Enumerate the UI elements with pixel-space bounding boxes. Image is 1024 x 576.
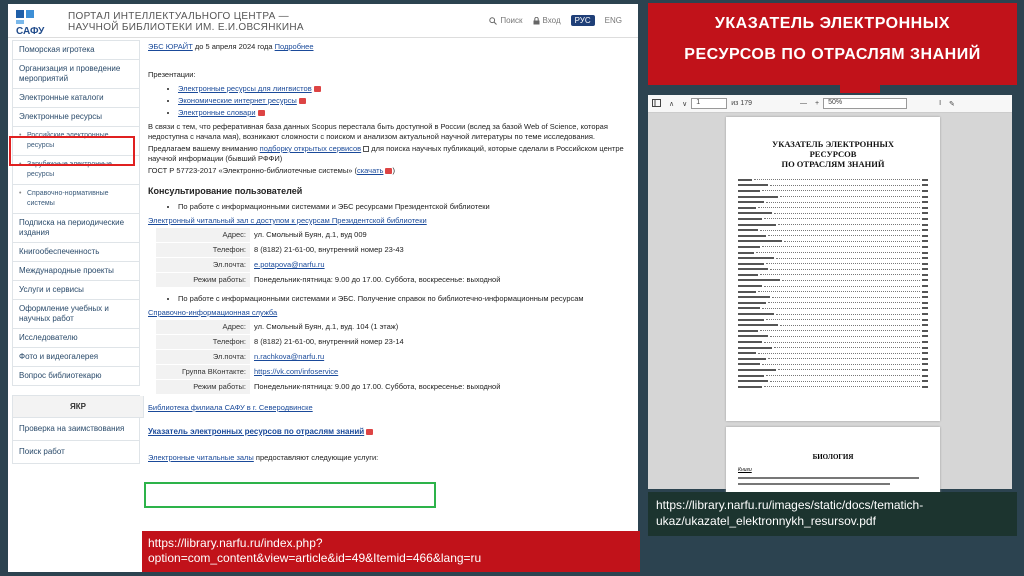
main-content bbox=[148, 40, 636, 463]
slide-title-line2: РЕСУРСОВ ПО ОТРАСЛЯМ ЗНАНИЙ bbox=[684, 46, 981, 63]
gost-line: ГОСТ Р 57723-2017 «Электронно-библиотечные системы» (скачать ) bbox=[148, 166, 395, 175]
top-line bbox=[148, 42, 636, 52]
sidebar-item[interactable]: Фото и видеогалерея bbox=[12, 348, 140, 367]
login-button[interactable] bbox=[533, 16, 561, 25]
logo-text: САФУ bbox=[16, 26, 45, 36]
pdf-icon bbox=[385, 168, 392, 174]
presentations-label: Презентации: bbox=[148, 70, 196, 79]
zoom-in-button[interactable]: + bbox=[815, 100, 820, 107]
contact-key: Телефон: bbox=[156, 243, 250, 258]
presentations-list bbox=[178, 84, 636, 118]
scopus-notice: В связи с тем, что реферативная база данных Scopus перестала быть доступной в России (вслед за базой Web of Science, которая недоступна с начала мая), возникают сложности с поиском и анализом актуальной научной литературы по теме исследования. bbox=[148, 122, 608, 141]
banner-accent bbox=[840, 85, 880, 93]
sidebar-item[interactable]: Подписка на периодические издания bbox=[12, 214, 140, 243]
consult-bullet-2: • По работе с информационными системами и ЭБС. Получение справок по библиотечно-информационным ресурсам bbox=[178, 294, 636, 304]
sidebar-item[interactable]: Поиск работ bbox=[12, 441, 140, 464]
zoom-select[interactable]: 50% bbox=[823, 98, 907, 109]
highlight-electronic-resources bbox=[9, 136, 135, 166]
pdf-toolbar bbox=[648, 95, 1012, 113]
branch-library-link[interactable]: Библиотека филиала САФУ в г. Северодвинске bbox=[148, 403, 313, 412]
pdf-page2-sub: Книги bbox=[738, 467, 752, 473]
website-screenshot bbox=[8, 4, 638, 572]
reading-hall-link[interactable]: Электронный читальный зал с доступом к ресурсам Президентской библиотеки bbox=[148, 216, 427, 225]
top-line-text: до 5 апреля 2024 года bbox=[194, 42, 273, 51]
portal-title-line1: ПОРТАЛ ИНТЕЛЛЕКТУАЛЬНОГО ЦЕНТРА — bbox=[68, 11, 289, 22]
slide-title bbox=[648, 3, 1017, 85]
login-label: Вход bbox=[542, 16, 561, 25]
pdf-page-2 bbox=[726, 427, 940, 497]
sidebar-item[interactable]: Поморская игротека bbox=[12, 40, 140, 60]
sidebar-item[interactable]: Организация и проведение мероприятий bbox=[12, 60, 140, 89]
lang-en-button[interactable]: ENG bbox=[604, 16, 622, 25]
contact-link[interactable]: n.rachkova@narfu.ru bbox=[250, 350, 626, 365]
contact-key: Адрес: bbox=[156, 228, 250, 243]
contact-value: Понедельник-пятница: 9.00 до 17.00. Суббота, воскресенье: выходной bbox=[250, 380, 626, 395]
zoom-out-button[interactable]: — bbox=[800, 100, 807, 107]
header-actions bbox=[489, 15, 622, 26]
sidebar-section-head: ЯКР bbox=[12, 396, 144, 418]
contacts-table-1 bbox=[156, 228, 626, 288]
sidebar-item[interactable]: Исследователю bbox=[12, 329, 140, 348]
presentation-item bbox=[178, 96, 636, 106]
contact-value: 8 (8182) 21-61-00, внутренний номер 23-43 bbox=[250, 243, 626, 258]
presentation-item bbox=[178, 84, 636, 94]
portal-title-line2: НАУЧНОЙ БИБЛИОТЕКИ ИМ. Е.И.ОВСЯНКИНА bbox=[68, 22, 304, 33]
contact-key: Телефон: bbox=[156, 335, 250, 350]
sidebar-item[interactable]: Электронные каталоги bbox=[12, 89, 140, 108]
portal-title bbox=[68, 11, 304, 33]
contact-key: Режим работы: bbox=[156, 273, 250, 288]
text-cursor-icon[interactable]: I bbox=[939, 100, 942, 107]
page-total: из 179 bbox=[731, 100, 752, 107]
top-line-link[interactable]: ЭБС ЮРАЙТ bbox=[148, 42, 193, 51]
consult-list-1 bbox=[178, 202, 636, 212]
contacts-table-2 bbox=[156, 320, 626, 395]
sidebar-item[interactable]: Книгообеспеченность bbox=[12, 243, 140, 262]
highlight-resource-index-link bbox=[144, 482, 436, 508]
contact-link[interactable]: https://vk.com/infoservice bbox=[250, 365, 626, 380]
bottom-text-tail: предоставляют следующие услуги: bbox=[255, 453, 379, 462]
sidebar-item[interactable]: Международные проекты bbox=[12, 262, 140, 281]
pdf-viewer bbox=[648, 95, 1012, 489]
sidebar-item[interactable]: Услуги и сервисы bbox=[12, 281, 140, 300]
url-caption-right: https://library.narfu.ru/images/static/docs/tematich-ukaz/ukazatel_elektronnykh_resursov.pdf bbox=[648, 492, 1017, 536]
pdf-icon bbox=[299, 98, 306, 104]
offer-text bbox=[148, 144, 636, 164]
contact-key: Эл.почта: bbox=[156, 258, 250, 273]
open-services-link[interactable]: подборку открытых сервисов bbox=[259, 144, 362, 153]
page-number-input[interactable]: 1 bbox=[691, 98, 727, 109]
toc-row bbox=[738, 384, 928, 390]
search-button[interactable] bbox=[489, 16, 522, 25]
reference-service-link[interactable]: Справочно-информационная служба bbox=[148, 308, 278, 317]
reading-rooms-link[interactable]: Электронные читальные залы bbox=[148, 453, 254, 462]
chevron-up-icon[interactable]: ∧ bbox=[669, 100, 675, 108]
contact-value: 8 (8182) 21-61-00, внутренний номер 23-14 bbox=[250, 335, 626, 350]
url-caption-left: https://library.narfu.ru/index.php?option=com_content&view=article&id=49&Itemid=466&lang=ru bbox=[142, 531, 640, 572]
sidebar-item[interactable]: Вопрос библиотекарю bbox=[12, 367, 140, 386]
sidebar-item[interactable]: • Зарубежные электронные ресурсы bbox=[12, 156, 140, 185]
sidebar-item[interactable]: • Российские электронные ресурсы bbox=[12, 127, 140, 156]
pdf-canvas[interactable] bbox=[648, 113, 1012, 489]
pdf-title-line2: РЕСУРСОВ bbox=[809, 149, 857, 159]
pdf-title-line1: УКАЗАТЕЛЬ ЭЛЕКТРОННЫХ bbox=[771, 139, 895, 149]
site-header bbox=[8, 4, 638, 38]
contact-key: Режим работы: bbox=[156, 380, 250, 395]
pdf-text-line bbox=[738, 477, 919, 479]
pdf-icon bbox=[366, 429, 373, 435]
table-of-contents bbox=[738, 177, 928, 390]
presentation-link[interactable]: Электронные ресурсы для лингвистов bbox=[178, 84, 312, 93]
presentation-link[interactable]: Электронные словари bbox=[178, 108, 256, 117]
slide-title-line1: УКАЗАТЕЛЬ ЭЛЕКТРОННЫХ bbox=[714, 15, 951, 32]
consult-heading: Консультирование пользователей bbox=[148, 186, 303, 196]
contact-key: Группа ВКонтакте: bbox=[156, 365, 250, 380]
chevron-down-icon[interactable]: ∨ bbox=[682, 100, 688, 108]
pdf-title bbox=[738, 139, 928, 169]
offer-text-post: для поиска научных публикаций, которые сделали в Российском центре научной информации (бывший РФФИ) bbox=[148, 144, 624, 163]
offer-text-pre: Предлагаем вашему вниманию bbox=[148, 144, 258, 153]
bottom-text bbox=[148, 453, 636, 463]
external-link-icon bbox=[363, 146, 369, 152]
search-label: Поиск bbox=[500, 16, 523, 25]
sidebar-toggle-icon[interactable] bbox=[648, 99, 665, 109]
presentation-link[interactable]: Экономические интернет ресурсы bbox=[178, 96, 297, 105]
consult-bullet-1: • По работе с информационными системами и ЭБС ресурсами Президентской библиотеки bbox=[178, 202, 636, 212]
contact-link[interactable]: e.potapova@narfu.ru bbox=[250, 258, 626, 273]
contact-value: ул. Смольный Буян, д.1, вуд. 104 (1 этаж) bbox=[250, 320, 626, 335]
sidebar-item[interactable]: Оформление учебных и научных работ bbox=[12, 300, 140, 329]
pdf-icon bbox=[314, 86, 321, 92]
pdf-title-line3: ПО ОТРАСЛЯМ ЗНАНИЙ bbox=[781, 159, 885, 169]
sidebar-gap bbox=[12, 386, 140, 396]
gost-text: ГОСТ Р 57723-2017 «Электронно-библиотечные системы» bbox=[148, 166, 353, 175]
sidebar bbox=[12, 40, 144, 464]
pdf-page2-heading: БИОЛОГИЯ bbox=[812, 453, 854, 461]
contact-key: Эл.почта: bbox=[156, 350, 250, 365]
presentation-item bbox=[178, 108, 636, 118]
details-link[interactable]: Подробнее bbox=[274, 42, 314, 51]
resource-index-link[interactable]: Указатель электронных ресурсов по отраслям знаний bbox=[148, 427, 365, 436]
gost-download-link[interactable]: скачать bbox=[356, 166, 384, 175]
consult-list-2 bbox=[178, 294, 636, 304]
contact-value: ул. Смольный Буян, д.1, вуд 009 bbox=[250, 228, 626, 243]
sidebar-item[interactable]: Электронные ресурсы bbox=[12, 108, 140, 127]
pdf-icon bbox=[258, 110, 265, 116]
safu-logo[interactable] bbox=[14, 8, 54, 36]
sidebar-item[interactable]: • Справочно-нормативные системы bbox=[12, 185, 140, 214]
draw-icon[interactable]: ✎ bbox=[949, 100, 955, 108]
pdf-page-1 bbox=[726, 117, 940, 421]
sidebar-item[interactable]: Проверка на заимствования bbox=[12, 418, 140, 441]
contact-key: Адрес: bbox=[156, 320, 250, 335]
lang-ru-button[interactable]: РУС bbox=[571, 15, 595, 26]
search-icon bbox=[489, 17, 497, 25]
lock-icon bbox=[533, 17, 540, 25]
pdf-text-line bbox=[738, 483, 890, 485]
contact-value: Понедельник-пятница: 9.00 до 17.00. Суббота, воскресенье: выходной bbox=[250, 273, 626, 288]
